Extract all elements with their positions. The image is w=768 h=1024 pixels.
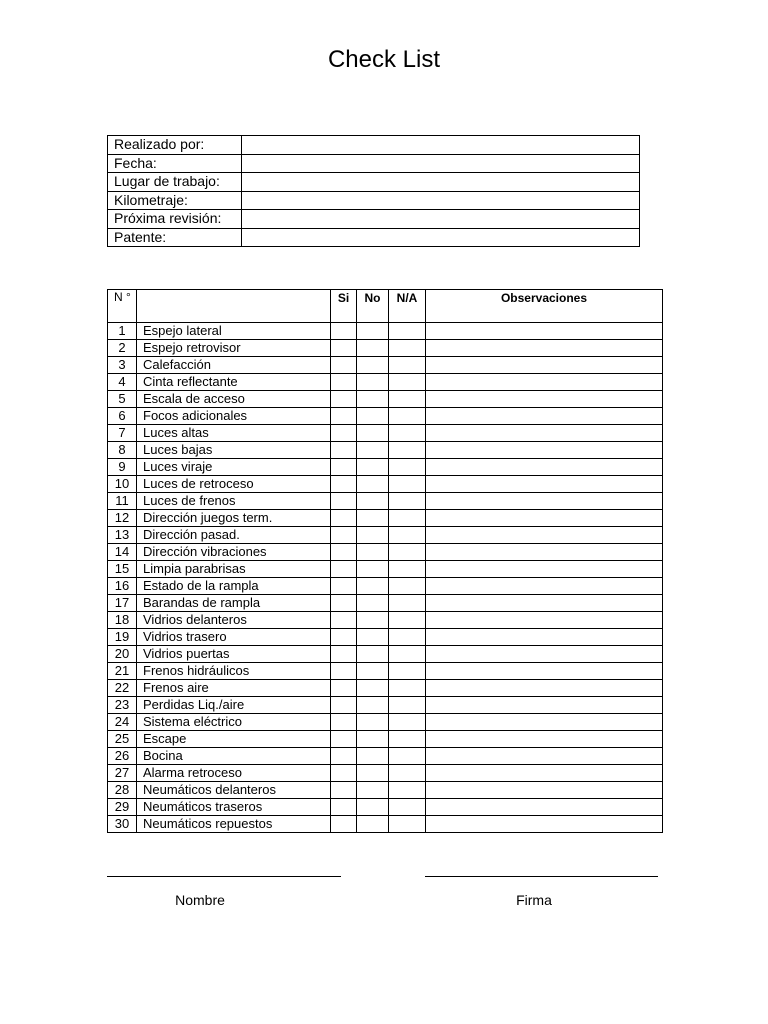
- info-row: [108, 228, 640, 247]
- si-cell[interactable]: [331, 357, 357, 374]
- header-observaciones: Observaciones: [426, 290, 663, 323]
- si-cell[interactable]: [331, 340, 357, 357]
- si-cell[interactable]: [331, 578, 357, 595]
- na-cell[interactable]: [389, 816, 426, 833]
- si-cell[interactable]: [331, 493, 357, 510]
- checklist-row: [108, 612, 663, 629]
- info-row: [108, 191, 640, 210]
- si-cell[interactable]: [331, 595, 357, 612]
- observaciones-cell[interactable]: [426, 765, 663, 782]
- header-na: N/A: [389, 290, 426, 323]
- item-number: 6: [108, 408, 137, 425]
- no-cell[interactable]: [357, 544, 389, 561]
- no-cell[interactable]: [357, 408, 389, 425]
- item-number: 10: [108, 476, 137, 493]
- item-label: Cinta reflectante: [137, 374, 331, 391]
- item-number: 20: [108, 646, 137, 663]
- checklist-row: [108, 425, 663, 442]
- si-cell[interactable]: [331, 408, 357, 425]
- info-value-field[interactable]: [242, 228, 640, 247]
- item-number: 2: [108, 340, 137, 357]
- info-row: [108, 136, 640, 155]
- info-table: [107, 135, 640, 247]
- item-label: Luces de frenos: [137, 493, 331, 510]
- info-row: [108, 173, 640, 192]
- item-label: Neumáticos traseros: [137, 799, 331, 816]
- observaciones-cell[interactable]: [426, 816, 663, 833]
- header-no: No: [357, 290, 389, 323]
- item-number: 29: [108, 799, 137, 816]
- no-cell[interactable]: [357, 374, 389, 391]
- item-number: 27: [108, 765, 137, 782]
- item-number: 22: [108, 680, 137, 697]
- na-cell[interactable]: [389, 595, 426, 612]
- observaciones-cell[interactable]: [426, 697, 663, 714]
- document-title: Check List: [327, 46, 441, 73]
- item-label: Espejo retrovisor: [137, 340, 331, 357]
- checklist-row: [108, 765, 663, 782]
- si-cell[interactable]: [331, 476, 357, 493]
- checklist-row: [108, 408, 663, 425]
- item-label: Barandas de rampla: [137, 595, 331, 612]
- no-cell[interactable]: [357, 561, 389, 578]
- observaciones-cell[interactable]: [426, 408, 663, 425]
- no-cell[interactable]: [357, 476, 389, 493]
- item-label: Vidrios delanteros: [137, 612, 331, 629]
- checklist-row: [108, 629, 663, 646]
- na-cell[interactable]: [389, 799, 426, 816]
- no-cell[interactable]: [357, 612, 389, 629]
- na-cell[interactable]: [389, 663, 426, 680]
- item-label: Bocina: [137, 748, 331, 765]
- na-cell[interactable]: [389, 612, 426, 629]
- si-cell[interactable]: [331, 544, 357, 561]
- checklist-row: [108, 680, 663, 697]
- item-number: 7: [108, 425, 137, 442]
- si-cell[interactable]: [331, 561, 357, 578]
- na-cell[interactable]: [389, 714, 426, 731]
- observaciones-cell[interactable]: [426, 663, 663, 680]
- no-cell[interactable]: [357, 748, 389, 765]
- observaciones-cell[interactable]: [426, 391, 663, 408]
- na-cell[interactable]: [389, 731, 426, 748]
- si-cell[interactable]: [331, 527, 357, 544]
- checklist-row: [108, 442, 663, 459]
- checklist-row: [108, 476, 663, 493]
- na-cell[interactable]: [389, 459, 426, 476]
- info-label: Kilometraje:: [108, 191, 242, 210]
- checklist-row: [108, 646, 663, 663]
- na-cell[interactable]: [389, 544, 426, 561]
- firma-signature-line: [425, 876, 658, 877]
- checklist-row: [108, 782, 663, 799]
- no-cell[interactable]: [357, 680, 389, 697]
- header-item: [137, 290, 331, 323]
- observaciones-cell[interactable]: [426, 629, 663, 646]
- si-cell[interactable]: [331, 799, 357, 816]
- item-number: 4: [108, 374, 137, 391]
- na-cell[interactable]: [389, 748, 426, 765]
- observaciones-cell[interactable]: [426, 510, 663, 527]
- no-cell[interactable]: [357, 391, 389, 408]
- item-label: Luces bajas: [137, 442, 331, 459]
- si-cell[interactable]: [331, 442, 357, 459]
- item-number: 24: [108, 714, 137, 731]
- item-number: 30: [108, 816, 137, 833]
- si-cell[interactable]: [331, 323, 357, 340]
- si-cell[interactable]: [331, 646, 357, 663]
- header-si: Si: [331, 290, 357, 323]
- item-number: 28: [108, 782, 137, 799]
- item-number: 19: [108, 629, 137, 646]
- na-cell[interactable]: [389, 629, 426, 646]
- item-label: Focos adicionales: [137, 408, 331, 425]
- checklist-row: [108, 340, 663, 357]
- observaciones-cell[interactable]: [426, 782, 663, 799]
- observaciones-cell[interactable]: [426, 799, 663, 816]
- checklist-row: [108, 578, 663, 595]
- no-cell[interactable]: [357, 816, 389, 833]
- na-cell[interactable]: [389, 442, 426, 459]
- si-cell[interactable]: [331, 374, 357, 391]
- no-cell[interactable]: [357, 442, 389, 459]
- item-label: Neumáticos repuestos: [137, 816, 331, 833]
- no-cell[interactable]: [357, 646, 389, 663]
- item-number: 25: [108, 731, 137, 748]
- checklist-row: [108, 527, 663, 544]
- item-label: Estado de la rampla: [137, 578, 331, 595]
- checklist-row: [108, 544, 663, 561]
- na-cell[interactable]: [389, 561, 426, 578]
- no-cell[interactable]: [357, 493, 389, 510]
- na-cell[interactable]: [389, 578, 426, 595]
- checklist-row: [108, 595, 663, 612]
- item-label: Calefacción: [137, 357, 331, 374]
- na-cell[interactable]: [389, 493, 426, 510]
- si-cell[interactable]: [331, 459, 357, 476]
- checklist-row: [108, 799, 663, 816]
- no-cell[interactable]: [357, 459, 389, 476]
- observaciones-cell[interactable]: [426, 680, 663, 697]
- info-value-field[interactable]: [242, 154, 640, 173]
- item-number: 8: [108, 442, 137, 459]
- si-cell[interactable]: [331, 663, 357, 680]
- si-cell[interactable]: [331, 765, 357, 782]
- item-number: 18: [108, 612, 137, 629]
- observaciones-cell[interactable]: [426, 646, 663, 663]
- na-cell[interactable]: [389, 765, 426, 782]
- checklist-row: [108, 391, 663, 408]
- item-label: Luces altas: [137, 425, 331, 442]
- checklist-table: [107, 289, 663, 833]
- si-cell[interactable]: [331, 425, 357, 442]
- na-cell[interactable]: [389, 782, 426, 799]
- info-label: Patente:: [108, 228, 242, 247]
- item-number: 9: [108, 459, 137, 476]
- checklist-row: [108, 493, 663, 510]
- observaciones-cell[interactable]: [426, 748, 663, 765]
- na-cell[interactable]: [389, 374, 426, 391]
- checklist-row: [108, 714, 663, 731]
- item-label: Alarma retroceso: [137, 765, 331, 782]
- item-number: 5: [108, 391, 137, 408]
- info-label: Próxima revisión:: [108, 210, 242, 229]
- si-cell[interactable]: [331, 714, 357, 731]
- observaciones-cell[interactable]: [426, 527, 663, 544]
- observaciones-cell[interactable]: [426, 561, 663, 578]
- no-cell[interactable]: [357, 578, 389, 595]
- item-label: Dirección pasad.: [137, 527, 331, 544]
- item-label: Escape: [137, 731, 331, 748]
- item-number: 16: [108, 578, 137, 595]
- na-cell[interactable]: [389, 527, 426, 544]
- item-label: Dirección vibraciones: [137, 544, 331, 561]
- no-cell[interactable]: [357, 765, 389, 782]
- item-number: 13: [108, 527, 137, 544]
- no-cell[interactable]: [357, 323, 389, 340]
- no-cell[interactable]: [357, 357, 389, 374]
- na-cell[interactable]: [389, 408, 426, 425]
- observaciones-cell[interactable]: [426, 425, 663, 442]
- item-number: 21: [108, 663, 137, 680]
- checklist-row: [108, 561, 663, 578]
- no-cell[interactable]: [357, 799, 389, 816]
- item-number: 14: [108, 544, 137, 561]
- si-cell[interactable]: [331, 782, 357, 799]
- si-cell[interactable]: [331, 816, 357, 833]
- na-cell[interactable]: [389, 357, 426, 374]
- na-cell[interactable]: [389, 680, 426, 697]
- checklist-row: [108, 748, 663, 765]
- no-cell[interactable]: [357, 595, 389, 612]
- no-cell[interactable]: [357, 714, 389, 731]
- item-label: Vidrios puertas: [137, 646, 331, 663]
- header-number: N °: [108, 290, 137, 323]
- observaciones-cell[interactable]: [426, 714, 663, 731]
- name-signature-line: [107, 876, 341, 877]
- item-label: Dirección juegos term.: [137, 510, 331, 527]
- item-label: Escala de acceso: [137, 391, 331, 408]
- info-row: [108, 154, 640, 173]
- na-cell[interactable]: [389, 391, 426, 408]
- na-cell[interactable]: [389, 510, 426, 527]
- observaciones-cell[interactable]: [426, 493, 663, 510]
- item-label: Vidrios trasero: [137, 629, 331, 646]
- checklist-row: [108, 357, 663, 374]
- item-number: 1: [108, 323, 137, 340]
- si-cell[interactable]: [331, 612, 357, 629]
- na-cell[interactable]: [389, 340, 426, 357]
- si-cell[interactable]: [331, 510, 357, 527]
- observaciones-cell[interactable]: [426, 340, 663, 357]
- checklist-row: [108, 510, 663, 527]
- na-cell[interactable]: [389, 697, 426, 714]
- na-cell[interactable]: [389, 646, 426, 663]
- no-cell[interactable]: [357, 340, 389, 357]
- checklist-row: [108, 459, 663, 476]
- no-cell[interactable]: [357, 782, 389, 799]
- no-cell[interactable]: [357, 697, 389, 714]
- si-cell[interactable]: [331, 697, 357, 714]
- observaciones-cell[interactable]: [426, 374, 663, 391]
- firma-label: Firma: [516, 892, 552, 908]
- name-label: Nombre: [175, 892, 225, 908]
- checklist-row: [108, 731, 663, 748]
- item-label: Frenos hidráulicos: [137, 663, 331, 680]
- no-cell[interactable]: [357, 510, 389, 527]
- item-label: Frenos aire: [137, 680, 331, 697]
- item-label: Neumáticos delanteros: [137, 782, 331, 799]
- item-number: 12: [108, 510, 137, 527]
- no-cell[interactable]: [357, 731, 389, 748]
- info-value-field[interactable]: [242, 210, 640, 229]
- item-label: Perdidas Liq./aire: [137, 697, 331, 714]
- si-cell[interactable]: [331, 748, 357, 765]
- no-cell[interactable]: [357, 425, 389, 442]
- info-label: Lugar de trabajo:: [108, 173, 242, 192]
- checklist-header-row: [108, 290, 663, 323]
- checklist-row: [108, 374, 663, 391]
- no-cell[interactable]: [357, 527, 389, 544]
- item-label: Luces viraje: [137, 459, 331, 476]
- si-cell[interactable]: [331, 629, 357, 646]
- info-value-field[interactable]: [242, 191, 640, 210]
- info-value-field[interactable]: [242, 136, 640, 155]
- info-label: Fecha:: [108, 154, 242, 173]
- observaciones-cell[interactable]: [426, 731, 663, 748]
- item-number: 11: [108, 493, 137, 510]
- item-label: Luces de retroceso: [137, 476, 331, 493]
- observaciones-cell[interactable]: [426, 323, 663, 340]
- na-cell[interactable]: [389, 476, 426, 493]
- item-number: 17: [108, 595, 137, 612]
- checklist-row: [108, 663, 663, 680]
- checklist-row: [108, 816, 663, 833]
- checklist-row: [108, 697, 663, 714]
- observaciones-cell[interactable]: [426, 442, 663, 459]
- item-label: Limpia parabrisas: [137, 561, 331, 578]
- item-number: 3: [108, 357, 137, 374]
- observaciones-cell[interactable]: [426, 357, 663, 374]
- item-number: 15: [108, 561, 137, 578]
- no-cell[interactable]: [357, 629, 389, 646]
- observaciones-cell[interactable]: [426, 476, 663, 493]
- observaciones-cell[interactable]: [426, 595, 663, 612]
- observaciones-cell[interactable]: [426, 544, 663, 561]
- item-number: 26: [108, 748, 137, 765]
- si-cell[interactable]: [331, 391, 357, 408]
- info-label: Realizado por:: [108, 136, 242, 155]
- observaciones-cell[interactable]: [426, 612, 663, 629]
- info-row: [108, 210, 640, 229]
- na-cell[interactable]: [389, 323, 426, 340]
- si-cell[interactable]: [331, 731, 357, 748]
- item-number: 23: [108, 697, 137, 714]
- observaciones-cell[interactable]: [426, 459, 663, 476]
- na-cell[interactable]: [389, 425, 426, 442]
- no-cell[interactable]: [357, 663, 389, 680]
- item-label: Espejo lateral: [137, 323, 331, 340]
- checklist-row: [108, 323, 663, 340]
- observaciones-cell[interactable]: [426, 578, 663, 595]
- info-value-field[interactable]: [242, 173, 640, 192]
- item-label: Sistema eléctrico: [137, 714, 331, 731]
- si-cell[interactable]: [331, 680, 357, 697]
